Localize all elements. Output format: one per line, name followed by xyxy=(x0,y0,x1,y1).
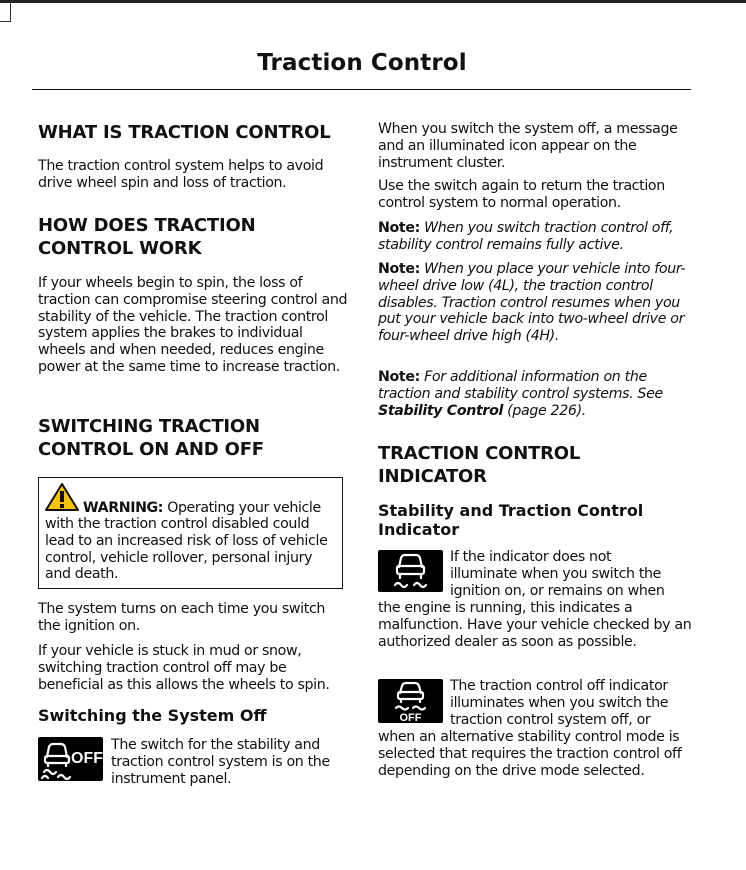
paragraph-switch-off-message: When you switch the system off, a message and an illuminated icon appear on the instrument cluster. xyxy=(378,121,678,171)
warning-text: with the traction control disabled could lead to an increased risk of loss of vehicle control, vehicle rollover, personal injury and death. xyxy=(45,516,328,583)
warning-first-text: Operating your vehicle xyxy=(167,500,321,516)
page-title: Traction Control xyxy=(257,50,467,76)
heading-switching-off: Switching the System Off xyxy=(38,706,267,725)
paragraph-indicator-line3: ignition on, or remains on when xyxy=(450,583,665,599)
paragraph-indicator-rest: the engine is running, this indicates a malfunction. Have your vehicle checked by an authorized dealer as soon as possible. xyxy=(378,600,692,650)
note-label: Note: xyxy=(378,369,420,385)
warning-triangle-icon xyxy=(45,483,79,511)
heading-what-is: WHAT IS TRACTION CONTROL xyxy=(38,122,331,143)
top-border xyxy=(0,0,746,3)
note-text: When you place your vehicle into four-wheel drive low (4L), the traction control disables. Traction control resumes when you put your vehicle back into two-wheel drive or four-wheel drive high (4H). xyxy=(378,261,686,345)
paragraph-indicator-line2: illuminate when you switch the xyxy=(450,566,662,582)
warning-box xyxy=(38,477,343,589)
stability-control-link[interactable]: Stability Control xyxy=(378,402,503,419)
paragraph-use-switch: Use the switch again to return the traction control system to normal operation. xyxy=(378,178,665,211)
heading-switching-line1: SWITCHING TRACTION xyxy=(38,416,260,437)
note-text: When you switch traction control off, stability control remains fully active. xyxy=(378,220,674,253)
note-stability-active xyxy=(378,220,696,254)
paragraph-stuck: If your vehicle is stuck in mud or snow, switching traction control off may be beneficial as this allows the wheels to spin. xyxy=(38,643,330,693)
title-divider xyxy=(32,89,691,90)
paragraph-how-works: If your wheels begin to spin, the loss of traction can compromise steering control and stability of the vehicle. The traction control system applies the brakes to individual wheels and when needed, reduces engine power at the same time to increase traction. xyxy=(38,275,348,375)
note-label: Note: xyxy=(378,261,420,277)
off-icon-label: OFF xyxy=(399,712,422,723)
paragraph-indicator-line1: If the indicator does not xyxy=(450,549,612,565)
paragraph-off-indicator-line3: traction control system off, or xyxy=(450,712,651,728)
note-label: Note: xyxy=(378,220,420,236)
traction-control-indicator-icon xyxy=(378,550,443,592)
warning-label: WARNING: xyxy=(83,500,164,516)
heading-how-works-line1: HOW DOES TRACTION xyxy=(38,215,256,236)
heading-indicator-line2: INDICATOR xyxy=(378,466,487,487)
heading-indicator-line1: TRACTION CONTROL xyxy=(378,443,581,464)
heading-switching-line2: CONTROL ON AND OFF xyxy=(38,439,264,460)
paragraph-what-is: The traction control system helps to avoid drive wheel spin and loss of traction. xyxy=(38,158,324,191)
heading-stability-indicator-line1: Stability and Traction Control xyxy=(378,501,644,520)
crop-mark xyxy=(0,3,11,22)
traction-off-switch-icon xyxy=(38,737,103,781)
page-reference: (page 226). xyxy=(507,402,586,419)
paragraph-turns-on: The system turns on each time you switch the ignition on. xyxy=(38,601,326,634)
traction-control-off-indicator-icon xyxy=(378,679,443,723)
switch-icon-label: OFF xyxy=(71,750,103,767)
heading-stability-indicator-line2: Indicator xyxy=(378,520,460,539)
paragraph-off-indicator-rest: when an alternative stability control mode is selected that requires the traction control off depending on the drive mode selected. xyxy=(378,729,682,779)
note-four-wheel-drive xyxy=(378,261,696,345)
paragraph-off-indicator-line1: The traction control off indicator xyxy=(450,678,668,694)
heading-how-works-line2: CONTROL WORK xyxy=(38,238,202,259)
paragraph-off-indicator-line2: illuminates when you switch the xyxy=(450,695,669,711)
note-additional-info xyxy=(378,369,696,419)
paragraph-switch-location: The switch for the stability and traction control system is on the instrument panel. xyxy=(111,737,330,787)
note-text: For additional information on the traction and stability control systems. See xyxy=(378,369,663,402)
warning-first-line xyxy=(83,500,321,516)
